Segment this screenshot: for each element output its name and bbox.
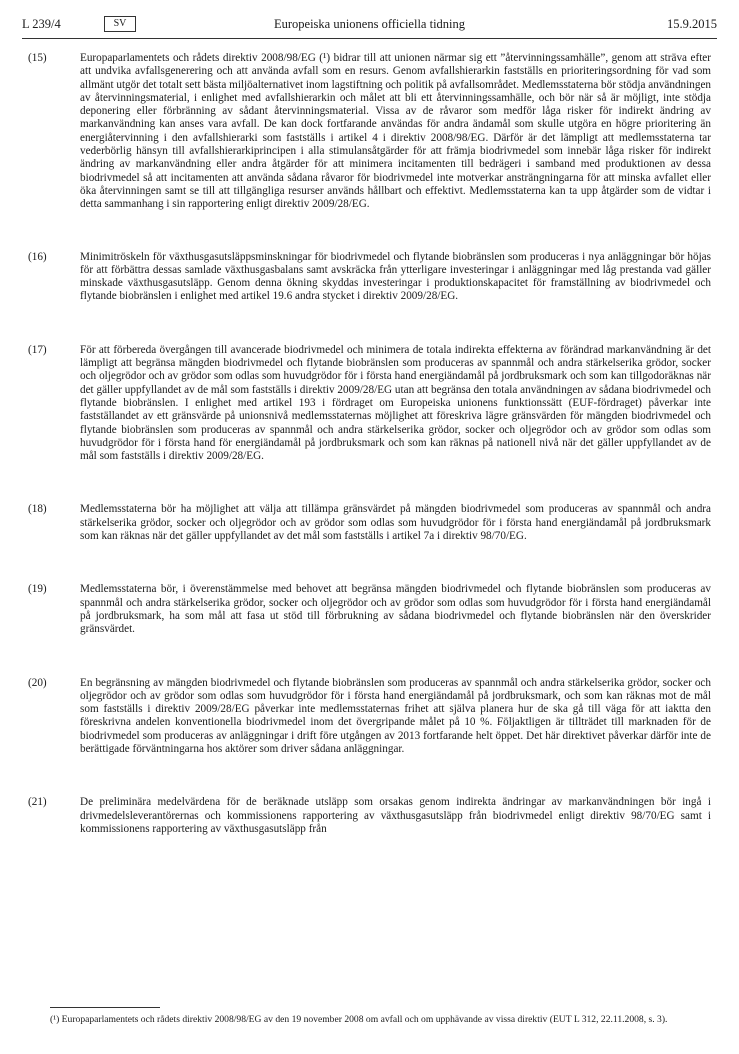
recital-text: De preliminära medelvärdena för de beräknade utsläpp som orsakas genom indirekta ändringar av markanvändningen bör ingå i drivmedelsleverantörernas och kommissionens rapportering av växthusgasutsläpp från biodrivmedel enligt direktiv 98/70/EG samt i kommissionens rapportering av växthusgasutsläpp från [80, 796, 711, 835]
header-rule [22, 38, 717, 39]
footnote: (¹) Europaparlamentets och rådets direktiv 2008/98/EG av den 19 november 2008 om avfall och om upphävande av vissa direktiv (EUT L 312, 22.11.2008, s. 3). [50, 1014, 668, 1025]
journal-title: Europeiska unionens officiella tidning [273, 17, 466, 31]
recital-text: Medlemsstaterna bör, i överenstämmelse med behovet att begränsa mängden biodrivmedel och flytande biobränslen som produceras av spannmål och andra stärkelserika grödor, socker och oljegrödor och av grödor som odlas som huvudgrödor för i första hand energiändamål på jordbruksmark, ha som mål att fasa ut stöd till förbrukning av sådana biodrivmedel och flytande biobränslen när den överskrider gränsvärdet. [80, 583, 711, 636]
publication-date: 15.9.2015 [667, 17, 717, 31]
journal-reference: L 239/4 [22, 17, 61, 31]
page-header [22, 14, 717, 36]
recital-15 [22, 52, 711, 212]
recital-number: (19) [28, 583, 47, 596]
footnote-rule [50, 1007, 160, 1008]
recital-number: (20) [28, 676, 47, 689]
recital-number: (15) [28, 52, 47, 64]
recital-text: För att förbereda övergången till avancerade biodrivmedel och minimera de totala indirekta effekterna av förändrad markanvändning är det lämpligt att begränsa mängden biodrivmedel och flytande biobränslen som produceras av spannmål och andra stärkelserika grödor, socker och oljegrödor och av grödor som odlas som huvudgrödor för i första hand energiändamål på jordbruksmark och som kan tillgodoräknas när det gäller uppfyllandet av de mål som fastställs i direktiv 2009/28/EG utan att begränsa den totala användningen av sådana biodrivmedel och flytande biobränslen. I enlighet med artikel 193 i fördraget om Europeiska unionens funktionssätt (EUF-fördraget) påverkar inte fastställandet av ett gränsvärde på unionsnivå medlemsstaternas möjlighet att föreskriva lägre gränsvärden för mängden biodrivmedel och flytande biobränslen som produceras av spannmål och andra stärkelserika grödor, socker och oljegrödor och av grödor som odlas som huvudgrödor för i första hand för energiändamål på jordbruksmark och som kan räknas på nationell nivå när det gäller uppfyllandet av de mål som fastställs i direktiv 2009/28/EG. [80, 343, 711, 463]
recital-text: En begränsning av mängden biodrivmedel och flytande biobränslen som produceras av spannmål och andra stärkelserika grödor, socker och oljegrödor och av grödor som odlas som huvudgrödor för i första hand energiändamål på jordbruksmark, och som kan räknas mot de mål som fastställs i direktiv 2009/28/EG påverkar inte medlemsstaternas frihet att själva planera hur de ska gå till väga för att iaktta den föreskrivna andelen konventionella biodrivmedel inom det övergripande målet på 10 %. Följaktligen är tillträdet till marknaden för de biodrivmedel som produceras av anläggningar i drift före utgången av 2013 fortfarande helt öppet. Det här direktivet påverkar därför inte de berättigade förväntningarna hos aktörer som driver sådana anläggningar. [80, 676, 711, 755]
recital-text: Europaparlamentets och rådets direktiv 2008/98/EG (¹) bidrar till att unionen närmar sig ett ”återvinningssamhälle”, genom att sträva efter att undvika avfallsgenerering och att använda avfall som en resurs. Genom avfallshierarkin fastställs en prioriteringsordning för vad som allmänt utgör det totalt sett bästa miljöalternativet inom lagstiftning och politik på avfallsområdet. Medlemsstaterna bör stödja användningen av återvinningsmaterial, i enlighet med avfallshierarkin och målet att bli ett återvinningssamhälle, och bör när så är möjligt, inte stödja deponering eller förbränning av sådant återvinningsmaterial. Vissa av de råvaror som medför låga risker för indirekt ändring av markanvändning kan anses vara avfall. De kan dock fortfarande användas för andra ändamål som skulle utgöra en högre prioritering än energiåtervinning i den avfallshierarki som fastställs i artikel 4 i direktiv 2008/98/EG. Därför är det lämpligt att medlemsstaterna tar vederbörlig hänsyn till avfallshierarkiprincipen i alla stimulansåtgärder för att främja biodrivmedel som innebär låga risker för indirekt ändring av markanvändning eller andra åtgärder för att minimera incitamenten till bedrägeri i samband med produktionen av dessa biodrivmedel så att incitamenten att använda sådana råvaror för biodrivmedel inte motverkar ansträngningarna för att minska avfallet eller öka återvinningen samt se till att tillgängliga resurser används hållbart och effektivt. Medlemsstaterna kan ta upp åtgärder som de vidtar i detta sammanhang i sin rapportering enligt direktiv 2009/28/EG. [80, 52, 712, 211]
recital-21 [22, 796, 711, 836]
recital-number: (18) [28, 503, 47, 516]
recitals-body [22, 52, 711, 836]
recital-18 [22, 503, 711, 543]
recital-16 [22, 251, 711, 304]
recital-number: (21) [28, 796, 47, 809]
recital-text: Minimitröskeln för växthusgasutsläppsminskningar för biodrivmedel och flytande biobränslen som produceras i nya anläggningar bör höjas för att förbättra dessas samlade växthusgasbalans samt avskräcka från ytterligare investeringar i anläggningar med låg prestanda vad gäller minskade växthusgasutsläpp. Genom denna ökning skyddas investeringar i produktionskapacitet för framställning av biodrivmedel och flytande biobränslen i enlighet med artikel 19.6 andra stycket i direktiv 2009/28/EG. [80, 250, 711, 303]
recital-number: (17) [28, 343, 47, 356]
language-badge: SV [104, 16, 136, 32]
recital-20 [22, 677, 711, 757]
recital-text: Medlemsstaterna bör ha möjlighet att välja att tillämpa gränsvärdet på mängden biodrivmedel som produceras av spannmål och andra stärkelserika grödor, socker och oljegrödor och av grödor som odlas som huvudgrödor för i första hand energiändamål på jordbruksmark som kan räknas när det gäller uppfyllandet av det mål som fastställs i artikel 7a i direktiv 98/70/EG. [80, 503, 711, 543]
recital-number: (16) [28, 250, 47, 263]
recital-17 [22, 344, 711, 464]
recital-19 [22, 583, 711, 636]
